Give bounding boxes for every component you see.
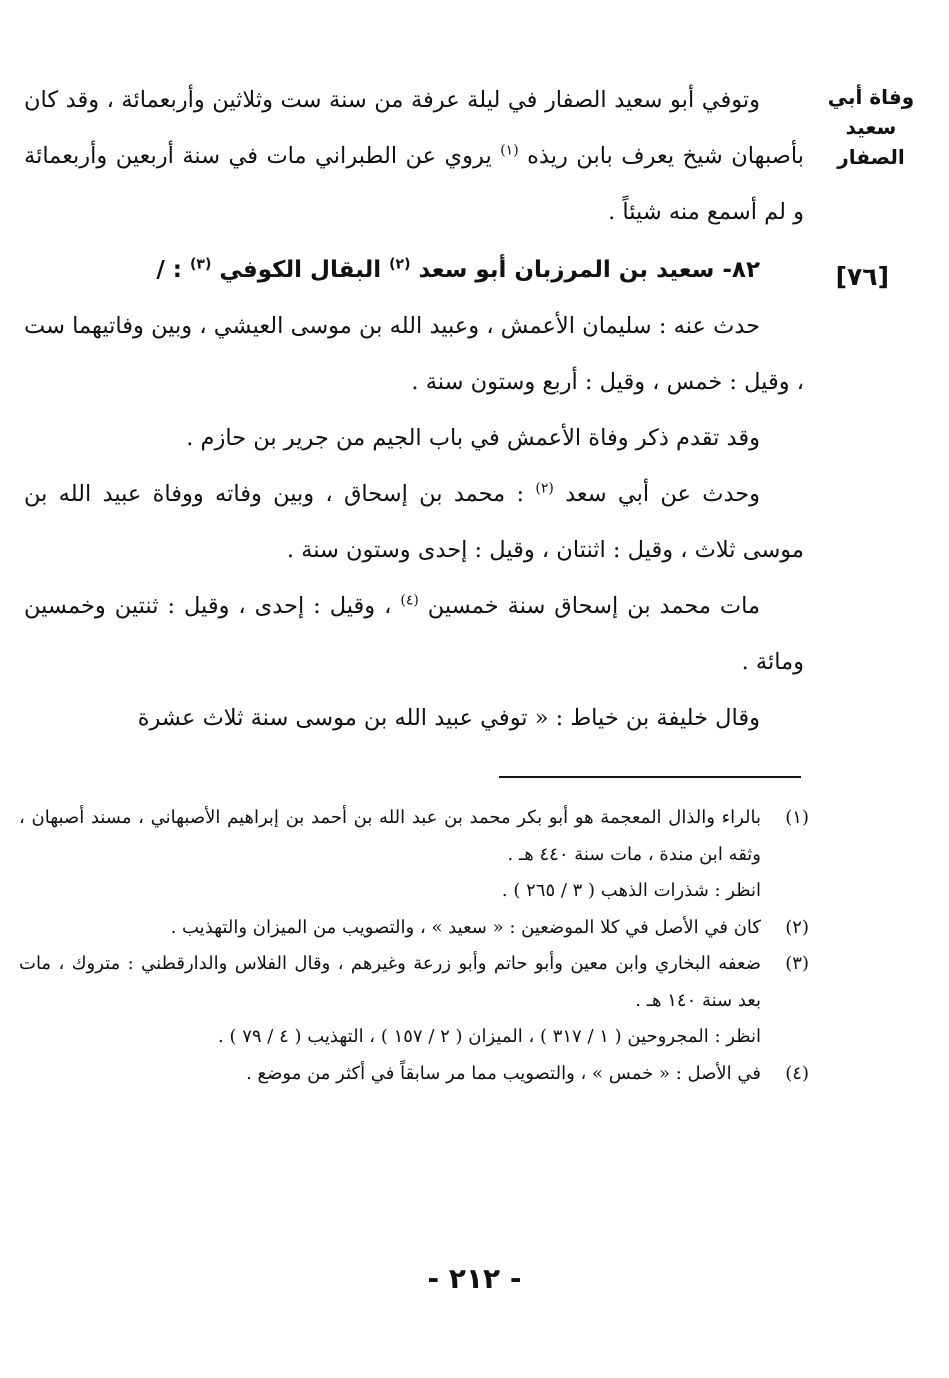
paragraph-2: حدث عنه : سليمان الأعمش ، وعبيد الله بن موسى العيشي ، وبين وفاتيهما ست ، وقيل : خمس ، وقيل : أربع وستون سنة .: [24, 313, 804, 395]
footnote-ref-2b: (٢): [535, 480, 554, 497]
footnote-line: انظر : المجروحين ( ١ / ٣١٧ ) ، الميزان ( ٢ / ١٥٧ ) ، التهذيب ( ٤ / ٧٩ ) .: [218, 1026, 761, 1047]
footnote-line: ضعفه البخاري وابن معين وأبو حاتم وأبو زرعة وغيرهم ، وقال الفلاس والدارقطني : متروك ، مات بعد سنة ١٤٠ هـ .: [19, 953, 761, 1011]
paragraph-4-tail: : محمد بن إسحاق ، وبين وفاته ووفاة عبيد الله بن موسى ثلاث ، وقيل : اثنتان ، وقيل : إحدى وستون سنة .: [24, 481, 804, 563]
page-number: - ٢١٢ -: [427, 1262, 522, 1295]
footnote-body: [19, 800, 761, 910]
footnote-3: [19, 946, 809, 1056]
footnote-4: [19, 1056, 809, 1093]
footnote-ref-2: (٢): [389, 256, 411, 273]
paragraph-1-text: وتوفي أبو سعيد الصفار في ليلة عرفة من سنة ست وثلاثين وأربعمائة ، وقد كان بأصبهان شيخ يعرف بابن ريذه: [24, 87, 804, 169]
entry-heading-name: ٨٢- سعيد بن المرزبان أبو سعد: [418, 257, 760, 283]
paragraph-5-text: مات محمد بن إسحاق سنة خمسين: [427, 593, 761, 619]
footnote-number: (٤): [785, 1062, 809, 1084]
paragraph-4-text: وحدث عن أبي سعد: [565, 481, 761, 507]
paragraph-4: [24, 466, 804, 578]
footnote-line: كان في الأصل في كلا الموضعين : « سعيد » ، والتصويب من الميزان والتهذيب .: [170, 916, 761, 938]
margin-note-line-1: وفاة أبي: [827, 85, 915, 109]
margin-note-line-2: سعيد الصفار: [837, 115, 905, 169]
margin-note: [815, 82, 927, 172]
footnote-body: [19, 1056, 761, 1093]
footnote-line: انظر : شذرات الذهب ( ٣ / ٢٦٥ ) .: [501, 880, 761, 901]
footnote-ref-4: (٤): [400, 592, 419, 609]
paragraph-1: [24, 72, 804, 240]
footnote-number: (٢): [785, 916, 809, 938]
footnote-ref-1: (١): [500, 142, 519, 159]
footnote-line: بالراء والذال المعجمة هو أبو بكر محمد بن عبد الله بن أحمد بن إبراهيم الأصبهاني ، مسند أصبهان ، وثقه ابن مندة ، مات سنة ٤٤٠ هـ .: [19, 807, 761, 865]
footnotes: [19, 800, 809, 1092]
footnote-number: (١): [785, 807, 809, 828]
footnote-number: (٣): [785, 953, 809, 974]
entry-id: [٧٦]: [835, 262, 889, 291]
paragraph-3: وقد تقدم ذكر وفاة الأعمش في باب الجيم من جرير بن حازم .: [186, 425, 760, 451]
paragraph-5-tail: ، وقيل : إحدى ، وقيل : ثنتين وخمسين ومائة .: [24, 593, 804, 675]
footnote-body: [19, 946, 761, 1056]
paragraph-5: [24, 578, 804, 690]
entry-heading-nisba: البقال الكوفي: [219, 257, 382, 283]
footnote-ref-3: (٣): [190, 256, 212, 273]
paragraph-1-tail: يروي عن الطبراني مات في سنة أربعين وأربعمائة و لم أسمع منه شيئاً .: [24, 143, 804, 225]
footnote-body: [19, 910, 761, 947]
footnote-separator: [499, 776, 801, 778]
entry-heading-mark: : /: [156, 257, 182, 283]
footnote-1: [19, 800, 809, 910]
main-text: [24, 72, 804, 746]
footnote-2: [19, 910, 809, 947]
paragraph-6: وقال خليفة بن خياط : « توفي عبيد الله بن موسى سنة ثلاث عشرة: [137, 705, 760, 731]
footnote-line: في الأصل : « خمس » ، والتصويب مما مر سابقاً في أكثر من موضع .: [246, 1062, 761, 1084]
entry-heading: [24, 242, 804, 298]
